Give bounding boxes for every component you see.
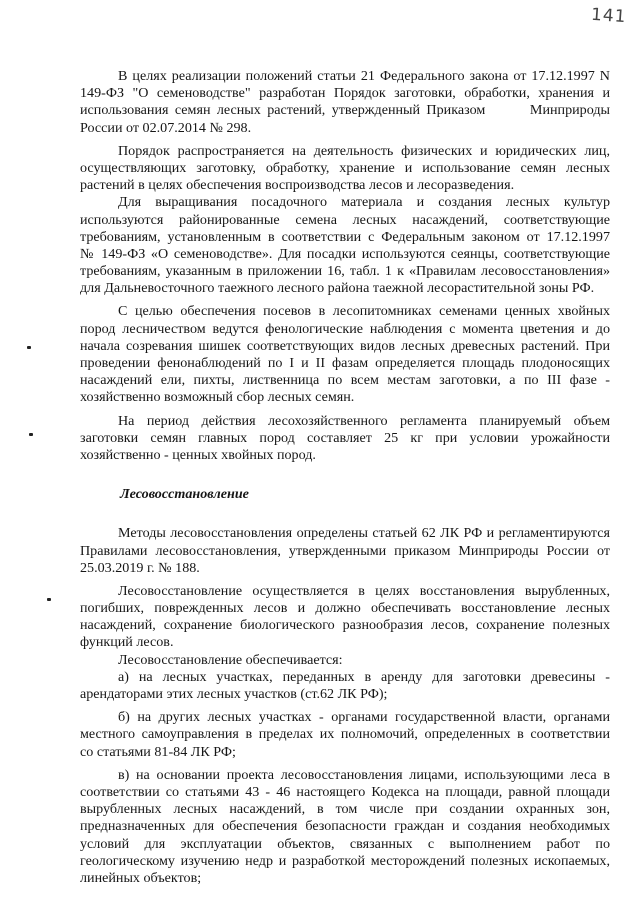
paragraph-seed-procurement-order [80, 68, 610, 137]
text-line: 149-ФЗ "О семеноводстве" разработан Порядок заготовки, обработки, хранения и [80, 85, 610, 102]
text-line: погибших, поврежденных лесов и должно обеспечивать восстановление лесных [80, 600, 610, 617]
text-line: пород лесничеством ведутся фенологические наблюдения с момента цветения и до [80, 320, 610, 337]
scan-mark [29, 433, 33, 436]
text-line: Правилами лесовосстановления, утвержденными приказом Минприроды России от [80, 542, 610, 559]
text-line: для Дальневосточного таежного лесного района таежной лесорастительной зоны РФ. [80, 280, 595, 297]
list-item-c [80, 767, 610, 887]
paragraph-phenological-observations [80, 303, 610, 406]
text-line: со статьями 81-84 ЛК РФ; [80, 743, 236, 760]
text-line: Лесовосстановление обеспечивается: [118, 651, 343, 668]
text-line: осуществляющих заготовку, обработку, хранение и использование семян лесных [80, 159, 610, 176]
text-line: условий для эксплуатации объектов, связанных с выполнением работ по [80, 835, 610, 852]
text-line: а) на лесных участках, переданных в аренду для заготовки древесины - [118, 668, 610, 685]
text-line: Порядок распространяется на деятельность физических и юридических лиц, [118, 142, 610, 159]
text-line: проведении фенонаблюдений по I и II фазам определяется площадь плодоносящих [80, 355, 610, 371]
text-line: № 149-ФЗ «О семеноводстве». Для посадки используются сеянцы, соответствующие [80, 245, 610, 262]
paragraph-reforestation-purpose [80, 583, 610, 652]
text-line: 25.03.2019 г. № 188. [80, 559, 200, 576]
text-line: В целях реализации положений статьи 21 Федерального закона от 17.12.1997 N [118, 68, 610, 84]
paragraph-scope [80, 143, 610, 195]
text-line: Лесовосстановление осуществляется в целях восстановления вырубленных, [118, 582, 610, 599]
text-line: России от 02.07.2014 № 298. [80, 119, 252, 136]
section-title: Лесовосстановление [120, 486, 249, 503]
paragraph-planting-material [80, 194, 610, 297]
text-line: насаждений, сохранение биологического разнообразия лесов, сохранение полезных [80, 617, 610, 634]
paragraph-reforestation-methods [80, 525, 610, 577]
text-line: используются районированные семена лесных насаждений, соответствующие [80, 211, 610, 228]
text-line: хозяйственно - ценных хвойных пород. [80, 446, 316, 463]
text-line: требованиям, указанным в приложении 16, табл. 1 к «Правилам лесовосстановления» [80, 263, 610, 280]
document-body [80, 68, 610, 887]
text-line: соответствии со статьями 43 - 46 настоящего Кодекса на площади, равной площади [80, 783, 610, 800]
paragraph-seed-volume [80, 413, 610, 465]
text-line: Методы лесовосстановления определены статьей 62 ЛК РФ и регламентируются [118, 525, 610, 542]
text-line: предназначенных для обеспечения безопасности граждан и создания необходимых [80, 818, 610, 835]
text-line: заготовки семян главных пород составляет 25 кг при условии урожайности [80, 429, 610, 446]
text-line: требованиям, установленным в соответствии с Федеральным законом от 17.12.1997 [80, 228, 610, 245]
paragraph-reforestation-provided [80, 652, 610, 669]
text-line: С целью обеспечения посевов в лесопитомниках семенами ценных хвойных [118, 303, 610, 320]
list-item-b [80, 709, 610, 761]
text-line: линейных объектов; [80, 869, 202, 886]
text-line: хозяйственно возможный сбор лесных семян. [80, 389, 355, 406]
text-line: На период действия лесохозяйственного регламента планируемый объем [118, 412, 610, 429]
text-line: арендаторами этих лесных участков (ст.62 ЛК РФ); [80, 686, 388, 702]
text-line: использования семян лесных растений, утвержденный Приказом Минприроды [80, 102, 610, 119]
page-number: 141 [590, 4, 628, 28]
text-line: в) на основании проекта лесовосстановления лицами, использующими леса в [118, 766, 610, 783]
text-line: начала созревания шишек соответствующих видов лесных древесных растений. При [80, 337, 610, 354]
text-line: геологическому изучению недр и разработкой месторождений полезных ископаемых, [80, 852, 610, 869]
scan-mark [47, 598, 51, 601]
text-line: насаждений ели, пихты, лиственница по всем местам заготовки, а по III фазе - [80, 372, 610, 389]
list-item-a [80, 669, 610, 703]
text-line: вырубленных лесных насаждений, в том числе при создании охранных зон, [80, 801, 610, 818]
text-line: растений в целях обеспечения воспроизводства лесов и лесоразведения. [80, 177, 515, 194]
text-line: б) на других лесных участках - органами государственной власти, органами [118, 709, 610, 726]
text-line: функций лесов. [80, 634, 174, 651]
scan-mark [27, 346, 31, 349]
text-line: местного самоуправления в пределах их полномочий, определенных в соответствии [80, 726, 610, 743]
text-line: Для выращивания посадочного материала и создания лесных культур [118, 194, 610, 211]
